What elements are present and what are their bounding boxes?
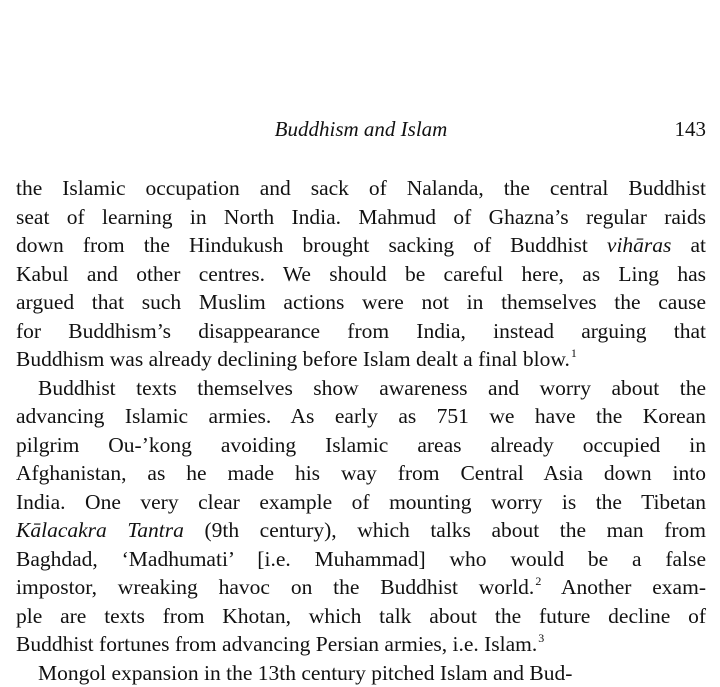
text-line: Kabul and other centres. We should be careful here, as Ling has bbox=[16, 261, 706, 286]
text-line: ple are texts from Khotan, which talk about the future decline of bbox=[16, 603, 706, 628]
text-line bbox=[16, 516, 706, 545]
text-line: pilgrim Ou-’kong avoiding Islamic areas already occupied in bbox=[16, 432, 706, 457]
text-run: Buddhist fortunes from advancing Persian armies, i.e. Islam. bbox=[16, 632, 538, 656]
text-line: India. One very clear example of mounting worry is the Tibetan bbox=[16, 489, 706, 514]
text-line bbox=[16, 573, 706, 602]
italic-term: vihāras bbox=[606, 233, 672, 257]
text-run: (9th century), which talks about the man from bbox=[183, 518, 706, 542]
text-line-cut-off: Mongol expansion in the 13th century pitched Islam and Bud- bbox=[38, 660, 573, 685]
running-title: Buddhism and Islam bbox=[274, 117, 448, 141]
running-head bbox=[16, 116, 706, 142]
text-line: seat of learning in North India. Mahmud of Ghazna’s regular raids bbox=[16, 204, 706, 229]
text-line bbox=[16, 231, 706, 260]
text-line bbox=[16, 345, 706, 374]
text-line: for Buddhism’s disappearance from India, instead arguing that bbox=[16, 318, 706, 343]
footnote-marker: 1 bbox=[570, 346, 577, 360]
text-line: argued that such Muslim actions were not in themselves the cause bbox=[16, 290, 706, 314]
text-run: Another exam- bbox=[541, 575, 706, 599]
footnote-marker: 2 bbox=[535, 574, 542, 588]
text-run: down from the Hindukush brought sacking of Buddhist bbox=[16, 233, 607, 257]
italic-title: Kālacakra Tantra bbox=[16, 518, 184, 542]
text-run: impostor, wreaking havoc on the Buddhist world. bbox=[16, 575, 535, 599]
text-run: Buddhism was already declining before Islam dealt a final blow. bbox=[16, 347, 570, 371]
text-line bbox=[16, 630, 706, 659]
text-line: Afghanistan, as he made his way from Central Asia down into bbox=[16, 461, 706, 485]
text-line: Baghdad, ‘Madhumati’ [i.e. Muhammad] who would be a false bbox=[16, 546, 706, 571]
text-run: at bbox=[671, 233, 706, 257]
text-line: Buddhist texts themselves show awareness and worry about the bbox=[38, 375, 706, 400]
text-line: advancing Islamic armies. As early as 751 we have the Korean bbox=[16, 404, 706, 428]
body-text bbox=[16, 174, 706, 685]
page-number: 143 bbox=[674, 117, 706, 141]
text-line: the Islamic occupation and sack of Nalanda, the central Buddhist bbox=[16, 176, 706, 200]
footnote-marker: 3 bbox=[538, 631, 545, 645]
